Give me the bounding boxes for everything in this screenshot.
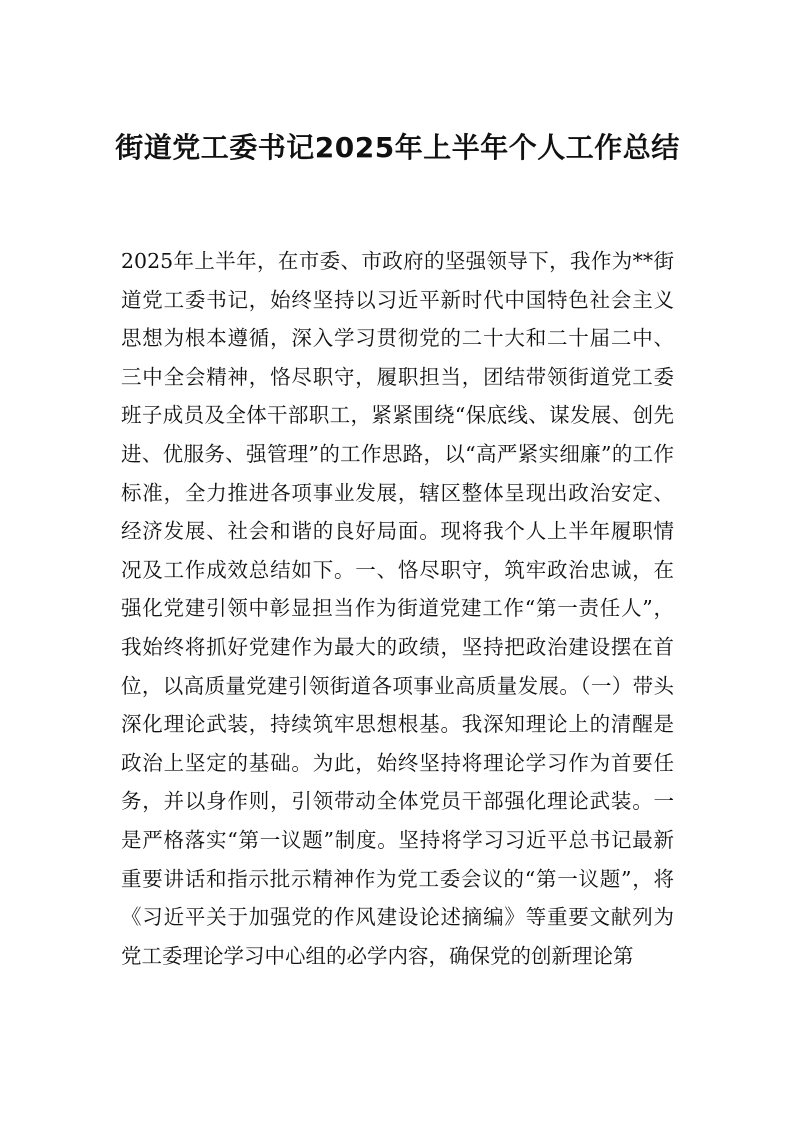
document-title: 街道党工委书记2025年上半年个人工作总结 (115, 131, 680, 164)
document-body-paragraph: 2025年上半年，在市委、市政府的坚强领导下，我作为**街道党工委书记，始终坚持以习近平新时代中国特色社会主义思想为根本遵循，深入学习贯彻党的二十大和二十届二中、三中全会精神，恪尽职守，履职担当，团结带领街道党工委班子成员及全体干部职工，紧紧围绕“保底线、谋发展、创先进、优服务、强管理”的工作思路，以“高严紧实细廉”的工作标准，全力推进各项事业发展，辖区整体呈现出政治安定、经济发展、社会和谐的良好局面。现将我个人上半年履职情况及工作成效总结如下。一、恪尽职守，筑牢政治忠诚，在强化党建引领中彰显担当作为街道党建工作“第一责任人”，我始终将抓好党建作为最大的政绩，坚持把政治建设摆在首位，以高质量党建引领街道各项事业高质量发展。（一）带头深化理论武装，持续筑牢思想根基。我深知理论上的清醒是政治上坚定的基础。为此，始终坚持将理论学习作为首要任务，并以身作则，引领带动全体党员干部强化理论武装。一是严格落实“第一议题”制度。坚持将学习习近平总书记最新重要讲话和指示批示精神作为党工委会议的“第一议题”，将《习近平关于加强党的作风建设论述摘编》等重要文献列为党工委理论学习中心组的必学内容，确保党的创新理论第 (121, 249, 674, 968)
